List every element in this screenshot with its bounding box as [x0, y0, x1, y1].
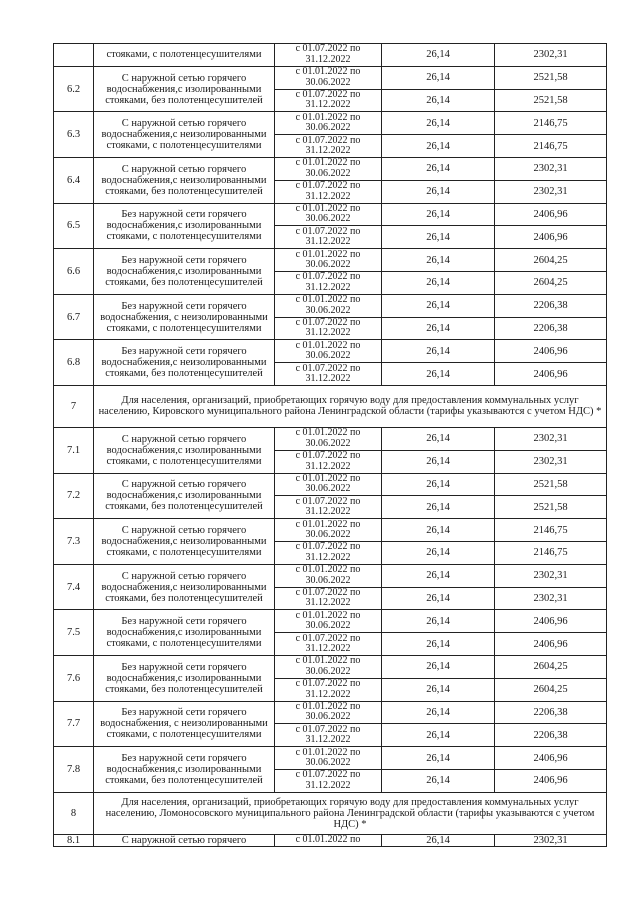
- item-number: 7.7: [54, 701, 94, 747]
- item-number: 7.6: [54, 655, 94, 701]
- period-cell: с 01.01.2022 по 30.06.2022: [275, 655, 382, 678]
- item-description: Без наружной сети горячего водоснабжения,с изолированными стояками, без полотенцесушителей: [94, 747, 275, 793]
- item-description: С наружной сетью горячего водоснабжения,с изолированными стояками, без полотенцесушителей: [94, 473, 275, 519]
- component-cell: 26,14: [382, 655, 495, 678]
- item-description: С наружной сетью горячего водоснабжения,с неизолированными стояками, без полотенцесушителей: [94, 564, 275, 610]
- period-cell: с 01.07.2022 по 31.12.2022: [275, 271, 382, 294]
- period-cell: с 01.01.2022 по 30.06.2022: [275, 747, 382, 770]
- period-cell: с 01.07.2022 по 31.12.2022: [275, 450, 382, 473]
- item-number: 7.1: [54, 427, 94, 473]
- period-cell: с 01.01.2022 по 30.06.2022: [275, 340, 382, 363]
- price-cell: 2302,31: [495, 44, 607, 67]
- tariff-row: [54, 203, 607, 226]
- item-number: 7.5: [54, 610, 94, 656]
- price-cell: 2604,25: [495, 271, 607, 294]
- tariff-row: [54, 834, 607, 846]
- tariff-row: [54, 701, 607, 724]
- period-cell: с 01.07.2022 по 31.12.2022: [275, 724, 382, 747]
- item-description: Без наружной сети горячего водоснабжения,с изолированными стояками, с полотенцесушителями: [94, 610, 275, 656]
- component-cell: 26,14: [382, 89, 495, 112]
- component-cell: 26,14: [382, 363, 495, 386]
- tariff-row: [54, 340, 607, 363]
- item-number: [54, 44, 94, 67]
- period-cell: с 01.07.2022 по 31.12.2022: [275, 180, 382, 203]
- period-cell: с 01.07.2022 по 31.12.2022: [275, 317, 382, 340]
- component-cell: 26,14: [382, 427, 495, 450]
- price-cell: 2206,38: [495, 701, 607, 724]
- tariff-row: [54, 112, 607, 135]
- period-cell: с 01.07.2022 по 31.12.2022: [275, 541, 382, 564]
- period-cell: с 01.01.2022 по 30.06.2022: [275, 701, 382, 724]
- section-number: 7: [54, 385, 94, 427]
- price-cell: 2302,31: [495, 180, 607, 203]
- period-cell: с 01.01.2022 по 30.06.2022: [275, 519, 382, 542]
- item-description: С наружной сетью горячего: [94, 834, 275, 846]
- price-cell: 2521,58: [495, 473, 607, 496]
- period-cell: с 01.01.2022 по 30.06.2022: [275, 249, 382, 272]
- tariff-row: [54, 294, 607, 317]
- period-cell: с 01.01.2022 по 30.06.2022: [275, 564, 382, 587]
- component-cell: 26,14: [382, 317, 495, 340]
- component-cell: 26,14: [382, 724, 495, 747]
- item-number: 6.7: [54, 294, 94, 340]
- component-cell: 26,14: [382, 519, 495, 542]
- component-cell: 26,14: [382, 541, 495, 564]
- component-cell: 26,14: [382, 66, 495, 89]
- period-cell: с 01.07.2022 по 31.12.2022: [275, 44, 382, 67]
- item-number: 6.2: [54, 66, 94, 112]
- tariff-row: [54, 655, 607, 678]
- price-cell: 2406,96: [495, 769, 607, 792]
- price-cell: 2406,96: [495, 747, 607, 770]
- component-cell: 26,14: [382, 135, 495, 158]
- price-cell: 2206,38: [495, 294, 607, 317]
- price-cell: 2406,96: [495, 203, 607, 226]
- section-heading: Для населения, организаций, приобретающих горячую воду для предоставления коммунальных услуг населению, Ломоносовского муниципального района Ленинградской области (тарифы указываются с учетом НДС) *: [94, 792, 607, 834]
- tariff-row: [54, 747, 607, 770]
- component-cell: 26,14: [382, 450, 495, 473]
- tariff-row: [54, 427, 607, 450]
- item-description: Без наружной сети горячего водоснабжения, с неизолированными стояками, с полотенцесушителями: [94, 701, 275, 747]
- component-cell: 26,14: [382, 701, 495, 724]
- tariff-row: [54, 44, 607, 67]
- period-cell: с 01.07.2022 по 31.12.2022: [275, 363, 382, 386]
- period-cell: с 01.07.2022 по 31.12.2022: [275, 587, 382, 610]
- period-cell: с 01.07.2022 по 31.12.2022: [275, 89, 382, 112]
- item-description: С наружной сетью горячего водоснабжения,с неизолированными стояками, без полотенцесушителей: [94, 157, 275, 203]
- price-cell: 2521,58: [495, 496, 607, 519]
- component-cell: 26,14: [382, 610, 495, 633]
- period-cell: с 01.01.2022 по 30.06.2022: [275, 203, 382, 226]
- tariff-row: [54, 157, 607, 180]
- item-description: Без наружной сети горячего водоснабжения, с неизолированными стояками, с полотенцесушителями: [94, 294, 275, 340]
- price-cell: 2146,75: [495, 519, 607, 542]
- item-number: 7.3: [54, 519, 94, 565]
- component-cell: 26,14: [382, 112, 495, 135]
- price-cell: 2604,25: [495, 678, 607, 701]
- item-description: С наружной сетью горячего водоснабжения,с изолированными стояками, без полотенцесушителей: [94, 66, 275, 112]
- price-cell: 2521,58: [495, 89, 607, 112]
- component-cell: 26,14: [382, 340, 495, 363]
- item-number: 6.6: [54, 249, 94, 295]
- section-number: 8: [54, 792, 94, 834]
- period-cell: с 01.07.2022 по 31.12.2022: [275, 769, 382, 792]
- component-cell: 26,14: [382, 226, 495, 249]
- period-cell: с 01.01.2022 по 30.06.2022: [275, 157, 382, 180]
- period-cell: с 01.01.2022 по 30.06.2022: [275, 294, 382, 317]
- tariff-row: [54, 473, 607, 496]
- price-cell: 2206,38: [495, 724, 607, 747]
- price-cell: 2206,38: [495, 317, 607, 340]
- price-cell: 2406,96: [495, 633, 607, 656]
- item-number: 6.5: [54, 203, 94, 249]
- section-row: [54, 792, 607, 834]
- price-cell: 2146,75: [495, 112, 607, 135]
- price-cell: 2406,96: [495, 226, 607, 249]
- item-number: 8.1: [54, 834, 94, 846]
- item-description: С наружной сетью горячего водоснабжения,с изолированными стояками, с полотенцесушителями: [94, 427, 275, 473]
- period-cell: с 01.07.2022 по 31.12.2022: [275, 496, 382, 519]
- section-row: [54, 385, 607, 427]
- item-number: 6.8: [54, 340, 94, 386]
- item-number: 7.2: [54, 473, 94, 519]
- price-cell: 2302,31: [495, 157, 607, 180]
- component-cell: 26,14: [382, 473, 495, 496]
- item-description: С наружной сетью горячего водоснабжения,с неизолированными стояками, с полотенцесушителями: [94, 112, 275, 158]
- tariff-row: [54, 564, 607, 587]
- component-cell: 26,14: [382, 44, 495, 67]
- tariff-table-body: [54, 44, 607, 847]
- price-cell: 2146,75: [495, 541, 607, 564]
- price-cell: 2146,75: [495, 135, 607, 158]
- item-description: Без наружной сети горячего водоснабжения,с неизолированными стояками, без полотенцесушителей: [94, 340, 275, 386]
- price-cell: 2521,58: [495, 66, 607, 89]
- component-cell: 26,14: [382, 203, 495, 226]
- component-cell: 26,14: [382, 678, 495, 701]
- item-description: С наружной сетью горячего водоснабжения,с неизолированными стояками, с полотенцесушителями: [94, 519, 275, 565]
- price-cell: 2406,96: [495, 340, 607, 363]
- component-cell: 26,14: [382, 587, 495, 610]
- period-cell: с 01.01.2022 по 30.06.2022: [275, 473, 382, 496]
- component-cell: 26,14: [382, 249, 495, 272]
- period-cell: с 01.07.2022 по 31.12.2022: [275, 135, 382, 158]
- price-cell: 2604,25: [495, 249, 607, 272]
- tariff-row: [54, 610, 607, 633]
- item-number: 7.4: [54, 564, 94, 610]
- item-description: Без наружной сети горячего водоснабжения,с изолированными стояками, без полотенцесушителей: [94, 655, 275, 701]
- component-cell: 26,14: [382, 564, 495, 587]
- component-cell: 26,14: [382, 633, 495, 656]
- component-cell: 26,14: [382, 271, 495, 294]
- price-cell: 2302,31: [495, 834, 607, 846]
- tariff-row: [54, 249, 607, 272]
- component-cell: 26,14: [382, 834, 495, 846]
- item-number: 6.4: [54, 157, 94, 203]
- component-cell: 26,14: [382, 496, 495, 519]
- price-cell: 2302,31: [495, 427, 607, 450]
- item-description: Без наружной сети горячего водоснабжения,с изолированными стояками, без полотенцесушителей: [94, 249, 275, 295]
- item-description: стояками, с полотенцесушителями: [94, 44, 275, 67]
- period-cell: с 01.01.2022 по 30.06.2022: [275, 427, 382, 450]
- period-cell: с 01.07.2022 по 31.12.2022: [275, 633, 382, 656]
- price-cell: 2302,31: [495, 564, 607, 587]
- period-cell: с 01.01.2022 по 30.06.2022: [275, 610, 382, 633]
- component-cell: 26,14: [382, 769, 495, 792]
- period-cell: с 01.07.2022 по 31.12.2022: [275, 226, 382, 249]
- component-cell: 26,14: [382, 180, 495, 203]
- price-cell: 2406,96: [495, 610, 607, 633]
- tariff-row: [54, 66, 607, 89]
- period-cell: с 01.07.2022 по 31.12.2022: [275, 678, 382, 701]
- price-cell: 2302,31: [495, 450, 607, 473]
- item-number: 6.3: [54, 112, 94, 158]
- tariff-row: [54, 519, 607, 542]
- price-cell: 2604,25: [495, 655, 607, 678]
- section-heading: Для населения, организаций, приобретающих горячую воду для предоставления коммунальных услуг населению, Кировского муниципального района Ленинградской области (тарифы указываются с учетом НДС) *: [94, 385, 607, 427]
- period-cell: с 01.01.2022 по: [275, 834, 382, 846]
- item-description: Без наружной сети горячего водоснабжения,с изолированными стояками, с полотенцесушителями: [94, 203, 275, 249]
- price-cell: 2302,31: [495, 587, 607, 610]
- item-number: 7.8: [54, 747, 94, 793]
- component-cell: 26,14: [382, 294, 495, 317]
- price-cell: 2406,96: [495, 363, 607, 386]
- component-cell: 26,14: [382, 157, 495, 180]
- component-cell: 26,14: [382, 747, 495, 770]
- period-cell: с 01.01.2022 по 30.06.2022: [275, 66, 382, 89]
- tariff-table: [53, 43, 607, 847]
- period-cell: с 01.01.2022 по 30.06.2022: [275, 112, 382, 135]
